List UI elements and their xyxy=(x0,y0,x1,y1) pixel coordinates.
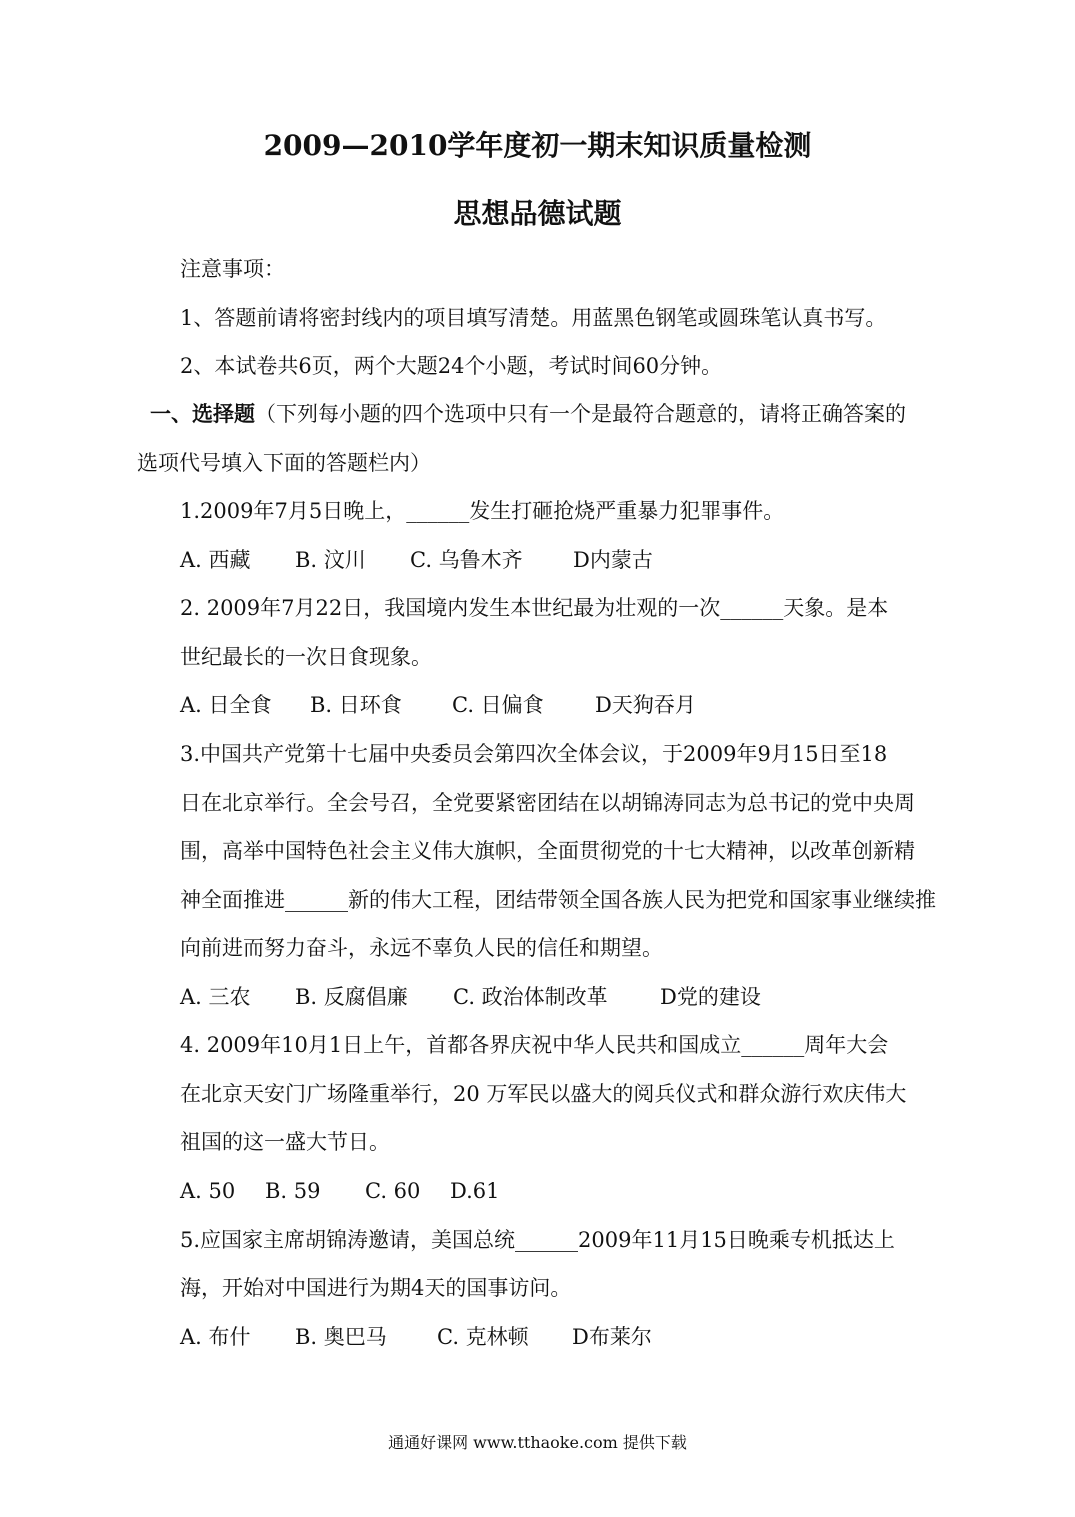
question-4-options xyxy=(180,1177,500,1205)
option-a: A. 日全食 xyxy=(180,693,272,717)
question-3-line-3: 围，高举中国特色社会主义伟大旗帜，全面贯彻党的十七大精神，以改革创新精 xyxy=(180,839,915,863)
exam-title: 2009—2010学年度初一期末知识质量检测 xyxy=(263,129,812,162)
question-5-options xyxy=(180,1323,652,1351)
option-c: C. 政治体制改革 xyxy=(453,985,608,1009)
option-c: C. 日偏食 xyxy=(452,693,544,717)
option-b: B. 反腐倡廉 xyxy=(295,985,408,1009)
question-1-line-1: 1.2009年7月5日晚上，______发生打砸抢烧严重暴力犯罪事件。 xyxy=(180,499,785,523)
question-2-line-1: 2. 2009年7月22日，我国境内发生本世纪最为壮观的一次______天象。是本 xyxy=(180,596,889,620)
option-c: C. 乌鲁木齐 xyxy=(410,548,523,572)
question-2-line-2: 世纪最长的一次日食现象。 xyxy=(180,645,432,669)
option-b: B. 汶川 xyxy=(295,548,366,572)
section-instruction-1: （下列每小题的四个选项中只有一个是最符合题意的，请将正确答案的 xyxy=(255,402,906,426)
option-d: D布莱尔 xyxy=(572,1325,652,1349)
question-3-line-5: 向前进而努力奋斗，永远不辜负人民的信任和期望。 xyxy=(180,936,663,960)
question-3-line-4: 神全面推进______新的伟大工程，团结带领全国各族人民为把党和国家事业继续推 xyxy=(180,888,936,912)
question-4-line-1: 4. 2009年10月1日上午，首都各界庆祝中华人民共和国成立______周年大会 xyxy=(180,1033,889,1057)
question-4-line-3: 祖国的这一盛大节日。 xyxy=(180,1130,390,1154)
question-4-line-2: 在北京天安门广场隆重举行，20 万军民以盛大的阅兵仪式和群众游行欢庆伟大 xyxy=(180,1082,907,1106)
option-b: B. 59 xyxy=(265,1179,321,1203)
section-instruction-2: 选项代号填入下面的答题栏内） xyxy=(137,451,431,475)
note-item-1: 1、答题前请将密封线内的项目填写清楚。用蓝黑色钢笔或圆珠笔认真书写。 xyxy=(180,306,887,330)
option-a: A. 三农 xyxy=(180,985,251,1009)
option-d: D天狗吞月 xyxy=(595,693,696,717)
option-b: B. 奥巴马 xyxy=(295,1325,387,1349)
question-1-options xyxy=(180,546,653,574)
note-item-2: 2、本试卷共6页，两个大题24个小题，考试时间60分钟。 xyxy=(180,354,723,378)
option-a: A. 西藏 xyxy=(180,548,251,572)
option-b: B. 日环食 xyxy=(310,693,402,717)
question-5-line-2: 海，开始对中国进行为期4天的国事访问。 xyxy=(180,1276,572,1300)
question-3-line-1: 3.中国共产党第十七届中央委员会第四次全体会议，于2009年9月15日至18 xyxy=(180,742,888,766)
option-d: D党的建设 xyxy=(660,985,761,1009)
section-heading xyxy=(150,400,906,428)
question-2-options xyxy=(180,691,696,719)
notes-heading: 注意事项： xyxy=(180,257,285,281)
question-3-options xyxy=(180,983,761,1011)
section-label: 一、选择题 xyxy=(150,401,255,426)
option-c: C. 60 xyxy=(365,1179,421,1203)
option-d: D内蒙古 xyxy=(573,548,653,572)
question-3-line-2: 日在北京举行。全会号召，全党要紧密团结在以胡锦涛同志为总书记的党中央周 xyxy=(180,791,915,815)
footer-credit: 通通好课网 www.tthaoke.com 提供下载 xyxy=(388,1433,687,1452)
exam-subtitle: 思想品德试题 xyxy=(453,197,622,230)
option-c: C. 克林顿 xyxy=(437,1325,529,1349)
option-a: A. 50 xyxy=(180,1179,236,1203)
option-a: A. 布什 xyxy=(180,1325,251,1349)
option-d: D.61 xyxy=(450,1179,500,1203)
question-5-line-1: 5.应国家主席胡锦涛邀请，美国总统______2009年11月15日晚乘专机抵达上 xyxy=(180,1228,895,1252)
